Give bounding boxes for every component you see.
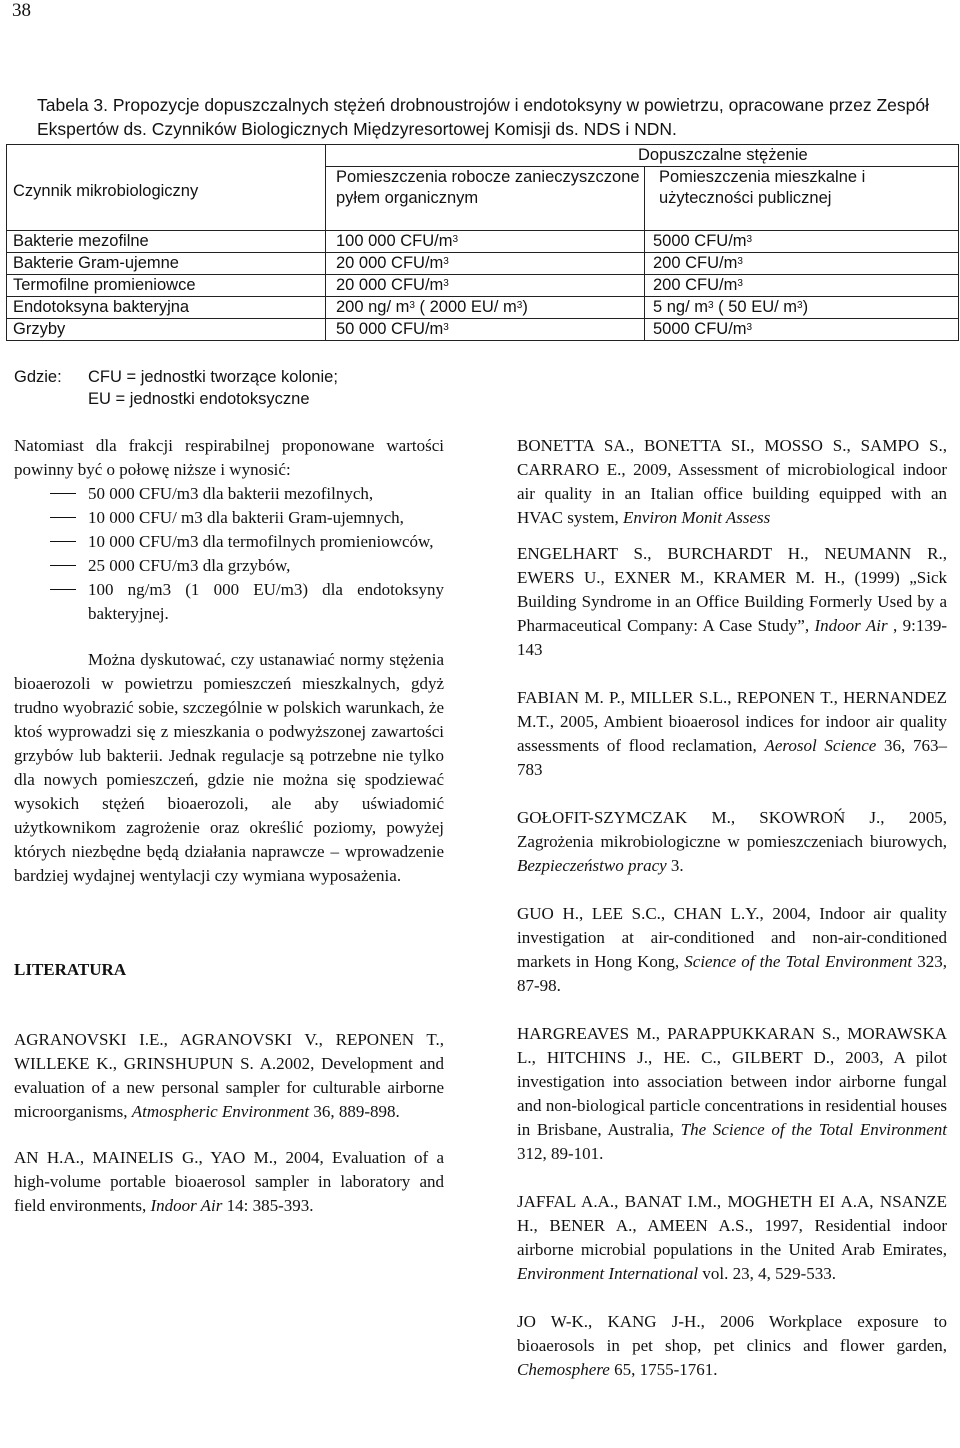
reference-journal: Aerosol Science: [764, 736, 877, 755]
reference-tail: 36, 763–783: [517, 736, 947, 779]
legend-label: Gdzie:: [14, 368, 62, 386]
list-item: [14, 554, 444, 578]
reference-text: BONETTA SA., BONETTA SI., MOSSO S., SAMPO S., CARRARO E., 2009, Assessment of microbiological indoor air quality in an Italian office building equipped with an HVAC system,: [517, 436, 947, 527]
reference-journal: Atmospheric Environment: [131, 1102, 310, 1121]
reference-item: [517, 902, 947, 998]
reference-tail: , 9:139-143: [517, 616, 947, 659]
row-factor: Termofilne promieniowce: [13, 276, 196, 294]
reference-text: AN H.A., MAINELIS G., YAO M., 2004, Evaluation of a high-volume portable bioaerosol sampler in laboratory and field environments,: [14, 1148, 444, 1215]
row-factor: Bakterie Gram-ujemne: [13, 254, 179, 272]
row-work-eu: ( 2000 EU/ m: [414, 298, 517, 316]
list-item-text: 10 000 CFU/ m3 dla bakterii Gram-ujemnych,: [88, 508, 404, 527]
reference-item: [517, 434, 947, 530]
reference-journal: Indoor Air: [814, 616, 888, 635]
list-item: [14, 506, 444, 530]
table-row: [7, 319, 959, 341]
row-home-eu: ( 50 EU/ m: [713, 298, 798, 316]
superscript: 3: [516, 300, 523, 311]
reference-item: [517, 686, 947, 782]
row-home: 5000 CFU/m: [653, 232, 747, 250]
limits-table: [6, 144, 959, 341]
row-home: 5 ng/ m: [653, 298, 709, 316]
reference-item: [517, 542, 947, 662]
superscript: 3: [443, 278, 449, 289]
reference-text: JO W-K., KANG J-H., 2006 Workplace exposure to bioaerosols in pet shop, pet clinics and flower garden,: [517, 1312, 947, 1355]
page-number: 38: [12, 0, 31, 21]
reference-item: [517, 1310, 947, 1382]
reference-tail: 323, 87-98.: [517, 952, 947, 995]
superscript: 3: [746, 322, 753, 333]
superscript: 3: [746, 234, 753, 245]
list-item-text: 25 000 CFU/m3 dla grzybów,: [88, 556, 291, 575]
header-factor-label: Czynnik mikrobiologiczny: [13, 182, 199, 200]
reference-text: GUO H., LEE S.C., CHAN L.Y., 2004, Indoor air quality investigation at air-conditioned and non-air-conditioned markets in Hong Kong,: [517, 904, 947, 971]
reference-journal: Indoor Air: [150, 1196, 223, 1215]
reference-journal: Science of the Total Environment: [684, 952, 913, 971]
reference-tail: 36, 889-898.: [309, 1102, 400, 1121]
reference-journal: Bezpieczeństwo pracy: [517, 856, 667, 875]
dash-icon: [14, 506, 88, 530]
row-factor: Endotoksyna bakteryjna: [13, 298, 190, 316]
reference-tail: vol. 23, 4, 529-533.: [698, 1264, 837, 1283]
reference-item: [14, 1028, 444, 1124]
superscript: 3: [443, 256, 449, 267]
table-row: [7, 253, 959, 275]
intro-paragraph: Natomiast dla frakcji respirabilnej proponowane wartości powinny być o połowę niższe i wynosić:: [14, 436, 444, 479]
reference-journal: The Science of the Total Environment: [680, 1120, 947, 1139]
reference-text: JAFFAL A.A., BANAT I.M., MOGHETH EI A.A, NSANZE H., BENER A., AMEEN A.S., 1997, Residential indoor airborne microbial populations in the United Arab Emirates,: [517, 1192, 947, 1259]
reference-tail: 14: 385-393.: [222, 1196, 314, 1215]
header-col2-label: Pomieszczenia robocze zanieczyszczone pyłem organicznym: [336, 168, 640, 207]
row-factor: Grzyby: [13, 320, 66, 338]
list-item-text: 10 000 CFU/m3 dla termofilnych promieniowców,: [88, 532, 434, 551]
dash-icon: [14, 530, 88, 554]
reference-journal: Chemosphere: [517, 1360, 610, 1379]
dash-icon: [14, 554, 88, 578]
table-caption: Tabela 3. Propozycje dopuszczalnych stężeń drobnoustrojów i endotoksyny w powietrzu, opracowane przez Zespół Ekspertów ds. Czynników Biologicznych Międzyresortowej Komisji ds. NDS i NDN.: [37, 95, 930, 139]
header-group: [326, 145, 959, 167]
table-row: [7, 297, 959, 319]
row-home: 200 CFU/m: [653, 254, 738, 272]
right-column: [517, 434, 947, 1382]
reference-item: [517, 1190, 947, 1286]
superscript: 3: [443, 322, 449, 333]
list-item-text: 100 ng/m3 (1 000 EU/m3) dla endotoksyny bakteryjnej.: [88, 580, 444, 623]
reference-journal: Environ Monit Assess: [622, 508, 771, 527]
left-column: [14, 434, 444, 1218]
reference-text: GOŁOFIT-SZYMCZAK M., SKOWROŃ J., 2005, Zagrożenia mikrobiologiczne w pomieszczeniach biurowych,: [517, 808, 947, 851]
reference-item: [14, 1146, 444, 1218]
superscript: 3: [737, 278, 743, 289]
header-group-label: Dopuszczalne stężenie: [638, 146, 808, 164]
table-legend: [14, 366, 338, 410]
legend-line1: CFU = jednostki tworzące kolonie;: [88, 368, 338, 386]
reference-item: [517, 806, 947, 878]
row-work: 200 ng/ m: [336, 298, 410, 316]
row-work: 50 000 CFU/m: [336, 320, 444, 338]
table-row: [7, 231, 959, 253]
superscript: 3: [708, 300, 714, 311]
row-work: 20 000 CFU/m: [336, 254, 444, 272]
reference-text: FABIAN M. P., MILLER S.L., REPONEN T., HERNANDEZ M.T., 2005, Ambient bioaerosol indices for indoor air quality assessments of flood reclamation,: [517, 688, 947, 755]
reference-item: [517, 1022, 947, 1166]
reference-tail: 312, 89-101.: [517, 1144, 604, 1163]
reference-text: AGRANOVSKI I.E., AGRANOVSKI V., REPONEN T., WILLEKE K., GRINSHUPUN S. A.2002, Development and evaluation of a new personal sampler for culturable airborne microorganisms,: [14, 1030, 444, 1121]
row-work: 100 000 CFU/m: [336, 232, 453, 250]
reference-tail: 65, 1755-1761.: [609, 1360, 718, 1379]
row-work: 20 000 CFU/m: [336, 276, 444, 294]
row-work-close: ): [522, 298, 528, 316]
literature-heading: LITERATURA: [14, 960, 127, 979]
dash-icon: [14, 482, 88, 506]
list-item: [14, 578, 444, 626]
list-item: [14, 530, 444, 554]
header-factor: [7, 145, 326, 231]
superscript: 3: [452, 234, 459, 245]
row-home: 200 CFU/m: [653, 276, 738, 294]
list-item: [14, 482, 444, 506]
reference-text: HARGREAVES M., PARAPPUKKARAN S., MORAWSKA L., HITCHINS J., HE. C., GILBERT D., 2003, A pilot investigation into association between indor airborne fungal and non-biological particle concentrations in residential houses in Brisbane, Australia,: [517, 1024, 947, 1139]
header-col3: [645, 167, 959, 231]
reference-tail: 3.: [666, 856, 684, 875]
reference-text: ENGELHART S., BURCHARDT H., NEUMANN R., EWERS U., EXNER M., KRAMER M. H., (1999) „Sick Building Syndrome in an Office Building Formerly Used by a Pharmaceutical Company: A Case Study”,: [517, 544, 947, 635]
legend-line2: EU = jednostki endotoksyczne: [88, 390, 310, 408]
row-home-close: ): [802, 298, 809, 316]
discussion-paragraph: Można dyskutować, czy ustanawiać normy stężenia bioaerozoli w powietrzu pomieszczeń mieszkalnych, gdyż trudno wyobrazić sobie, szczególnie w polskich warunkach, że ktoś wyprowadzi się z mieszkania o podwyższonej zawartości grzybów lub bakterii. Jednak regulacje są potrzebne nie tylko dla nowych pomieszczeń, gdzie nie można się spodziewać wysokich stężeń bioaerozoli, ale aby uświadomić użytkownikom zagrożenie oraz określić poziomy, powyżej których niezbędne będą działania naprawcze – wprowadzenie bardziej wydajnej wentylacji czy wymiana wyposażenia.: [14, 650, 444, 885]
superscript: 3: [797, 300, 803, 311]
list-item-text: 50 000 CFU/m3 dla bakterii mezofilnych,: [88, 484, 374, 503]
header-col2: [326, 167, 645, 231]
header-col3-label: Pomieszczenia mieszkalne i użyteczności publicznej: [659, 168, 866, 207]
superscript: 3: [409, 300, 415, 311]
reference-journal: Environment International: [517, 1264, 699, 1283]
dash-icon: [14, 578, 88, 626]
row-home: 5000 CFU/m: [653, 320, 747, 338]
row-factor: Bakterie mezofilne: [13, 232, 149, 250]
table-row: [7, 275, 959, 297]
superscript: 3: [737, 256, 743, 267]
